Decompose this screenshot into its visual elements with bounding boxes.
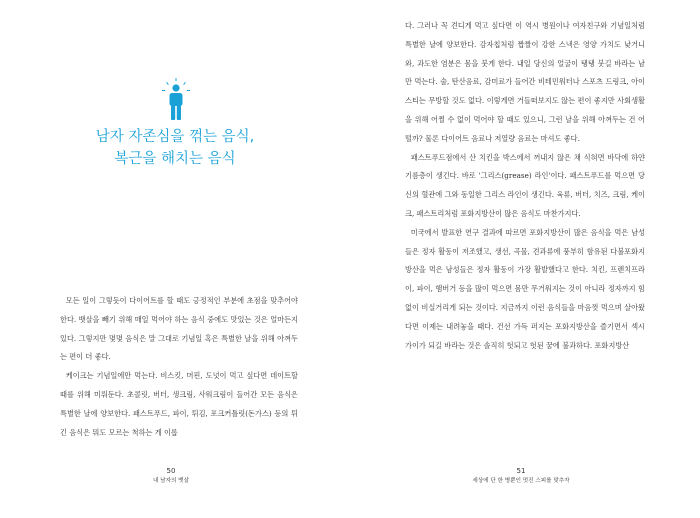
running-head: 세상에 단 한 병뿐인 멋진 스피를 맞추자 <box>472 478 570 484</box>
paragraph: 미국에서 발표한 연구 결과에 따르면 포화지방산이 많은 음식을 먹은 남성들은 정자 활동이 저조했고, 생선, 곡물, 견과류에 풍부히 함유된 다불포화지방산을 먹은 남성들은 정자 활동이 가장 활발했다고 한다. 치킨, 프렌치프라이, 파이, 햄버거 등을 많이 먹으면 몸만 무거워지는 것이 아니라 정자까지 힘없이 비실거리게 되는 것이다. 지금까지 이런 음식들을 마음껏 먹으며 살아왔다면 이제는 내려놓을 때다. 건선 가득 퍼지는 포화지방산을 즐기면서 섹시 가이가 되길 바라는 것은 솔직히 헛되고 헛된 꿈에 불과하다. 포화지방산 <box>405 227 645 350</box>
paragraph: 다. 그러나 꼭 견디게 먹고 싶다면 이 역시 병원이나 여자친구와 기념일처럼 특별한 날에 양보한다. 감자칩처럼 짭짤이 강한 스낵은 영양 가치도 낮거니와, 과도한 염분은 몸을 붓게 한다. 내일 당신의 얼굴이 탱탱 붓길 바라는 남만 먹는다. 술, 탄산음료, 감미료가 들어간 비테민워터나 스포츠 드링크, 아이스티는 무방할 것도 없다. 이렇게면 거들떠보지도 않는 편이 좋지만 사회생활을 위해 어쩔 수 없이 먹어야 할 때도 있으니, 그런 날을 위해 아껴두는 건 어떨까? 물론 다이어트 음료나 저열량 음료는 마셔도 좋다. <box>405 21 645 143</box>
chapter-title <box>40 126 310 170</box>
chapter-title-line-1: 남자 자존심을 꺾는 음식, <box>95 129 255 145</box>
right-page <box>350 0 700 518</box>
man-figure-icon <box>158 78 194 122</box>
right-folio <box>346 466 696 486</box>
page-number: 51 <box>516 467 526 475</box>
paragraph: 패스트푸드점에서 산 치킨을 박스에서 꺼내지 않은 채 식혀면 바닥에 하얀 기름층이 생긴다. 바로 '그리스(grease) 라인'이다. 패스트푸드를 먹으면 당신의 혈관에 그와 동일한 그리스 라인이 생긴다. 육류, 버터, 치즈, 크림, 케이크, 패스트리처럼 포화지방산이 많은 음식도 마찬가지다. <box>405 152 645 218</box>
right-body-text <box>405 17 645 355</box>
paragraph: 케이크는 기념일에만 먹는다. 비스킷, 머핀, 도넛이 먹고 싶다면 데이트할 때를 위해 미뤄둔다. 초콜릿, 버터, 생크림, 사워크림이 들어간 모든 음식은 특별한 날에 양보한다. 패스트푸드, 파이, 튀김, 포크커틀릿(돈가스) 등의 튀긴 음식은 뭐도 모르는 척하는 게 이롭 <box>60 371 298 437</box>
left-folio <box>0 466 346 486</box>
paragraph: 모든 일이 그렇듯이 다이어트를 할 때도 긍정적인 부분에 초점을 맞추어야 한다. 뱃살을 빼기 위해 매일 먹어야 하는 음식 중에도 맛있는 것은 얼마든지 있다. 그렇지만 몇몇 음식은 말 그대로 기념일 혹은 특별한 날을 위해 아껴두는 편이 더 좋다. <box>60 296 298 362</box>
running-head: 내 남자의 뱃살 <box>153 478 189 484</box>
page-number: 50 <box>166 467 176 475</box>
left-body-text <box>60 292 298 442</box>
chapter-title-line-2: 복근을 해치는 음식 <box>114 151 236 167</box>
